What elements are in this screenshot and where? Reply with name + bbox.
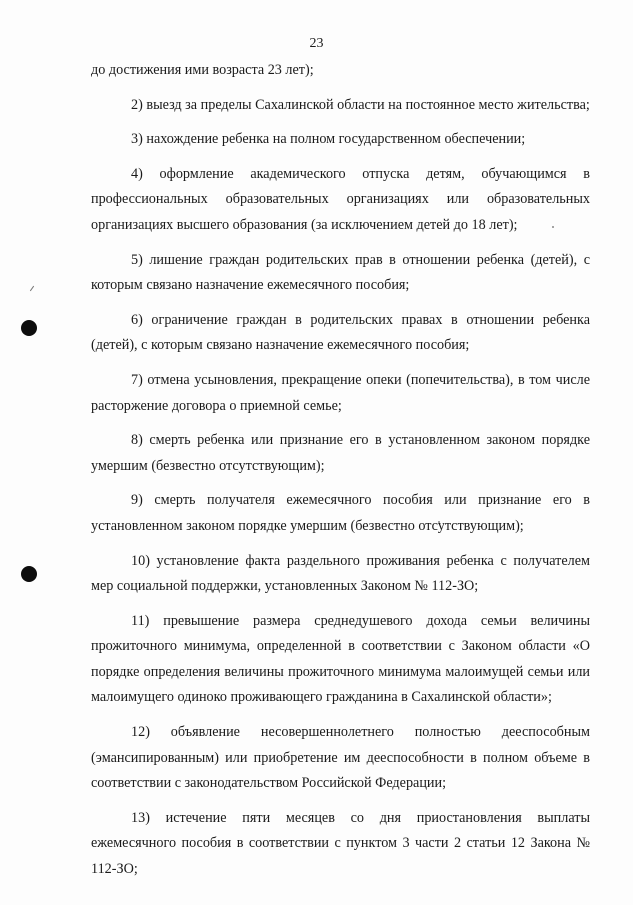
paragraph: 7) отмена усыновления, прекращение опеки (попечительства), в том числе расторжение договора о приемной семье; [91, 371, 590, 414]
paragraph: 5) лишение граждан родительских прав в отношении ребенка (детей), с которым связано назначение ежемесячного пособия; [91, 251, 590, 294]
scan-mark [30, 286, 34, 291]
page-number: 23 [309, 36, 324, 51]
paragraph: 10) установление факта раздельного проживания ребенка с получателем мер социальной поддержки, установленных Законом № 112-ЗО; [91, 552, 590, 595]
paragraph: до достижения ими возраста 23 лет); [91, 62, 314, 78]
binder-hole-mark [21, 320, 37, 336]
binder-hole-mark [21, 566, 37, 582]
paragraph: 9) смерть получателя ежемесячного пособия или признание его в установленном законом порядке умершим (безвестно отсутствующим); [91, 492, 590, 534]
paragraph: 11) превышение размера среднедушевого дохода семьи величины прожиточного минимума, определенной в соответствии с Законом области «О порядке определения величины прожиточного минимума малоимущей семьи или малоимущего одиноко проживающего гражданина в Сахалинской области»; [91, 612, 590, 706]
paragraph: 6) ограничение граждан в родительских правах в отношении ребенка (детей), с которым связано назначение ежемесячного пособия; [91, 311, 590, 354]
paragraph: 3) нахождение ребенка на полном государственном обеспечении; [131, 131, 526, 148]
document-body [91, 58, 590, 883]
paragraph: 2) выезд за пределы Сахалинской области на постоянное место жительства; [131, 96, 590, 113]
paragraph: 13) истечение пяти месяцев со дня приостановления выплаты ежемесячного пособия в соответствии с пунктом 3 части 2 статьи 12 Закона № 112-ЗО; [91, 809, 590, 878]
paragraph: 12) объявление несовершеннолетнего полностью дееспособным (эмансипированным) или приобретение им дееспособности в полном объеме в соответствии с законодательством Российской Федерации; [91, 724, 590, 792]
paragraph: 4) оформление академического отпуска детям, обучающимся в профессиональных образовательных организациях или образовательных организациях высшего образования (за исключением детей до 18 лет); [91, 165, 590, 233]
paragraph: 8) смерть ребенка или признание его в установленном законом порядке умершим (безвестно отсутствующим); [91, 432, 590, 474]
